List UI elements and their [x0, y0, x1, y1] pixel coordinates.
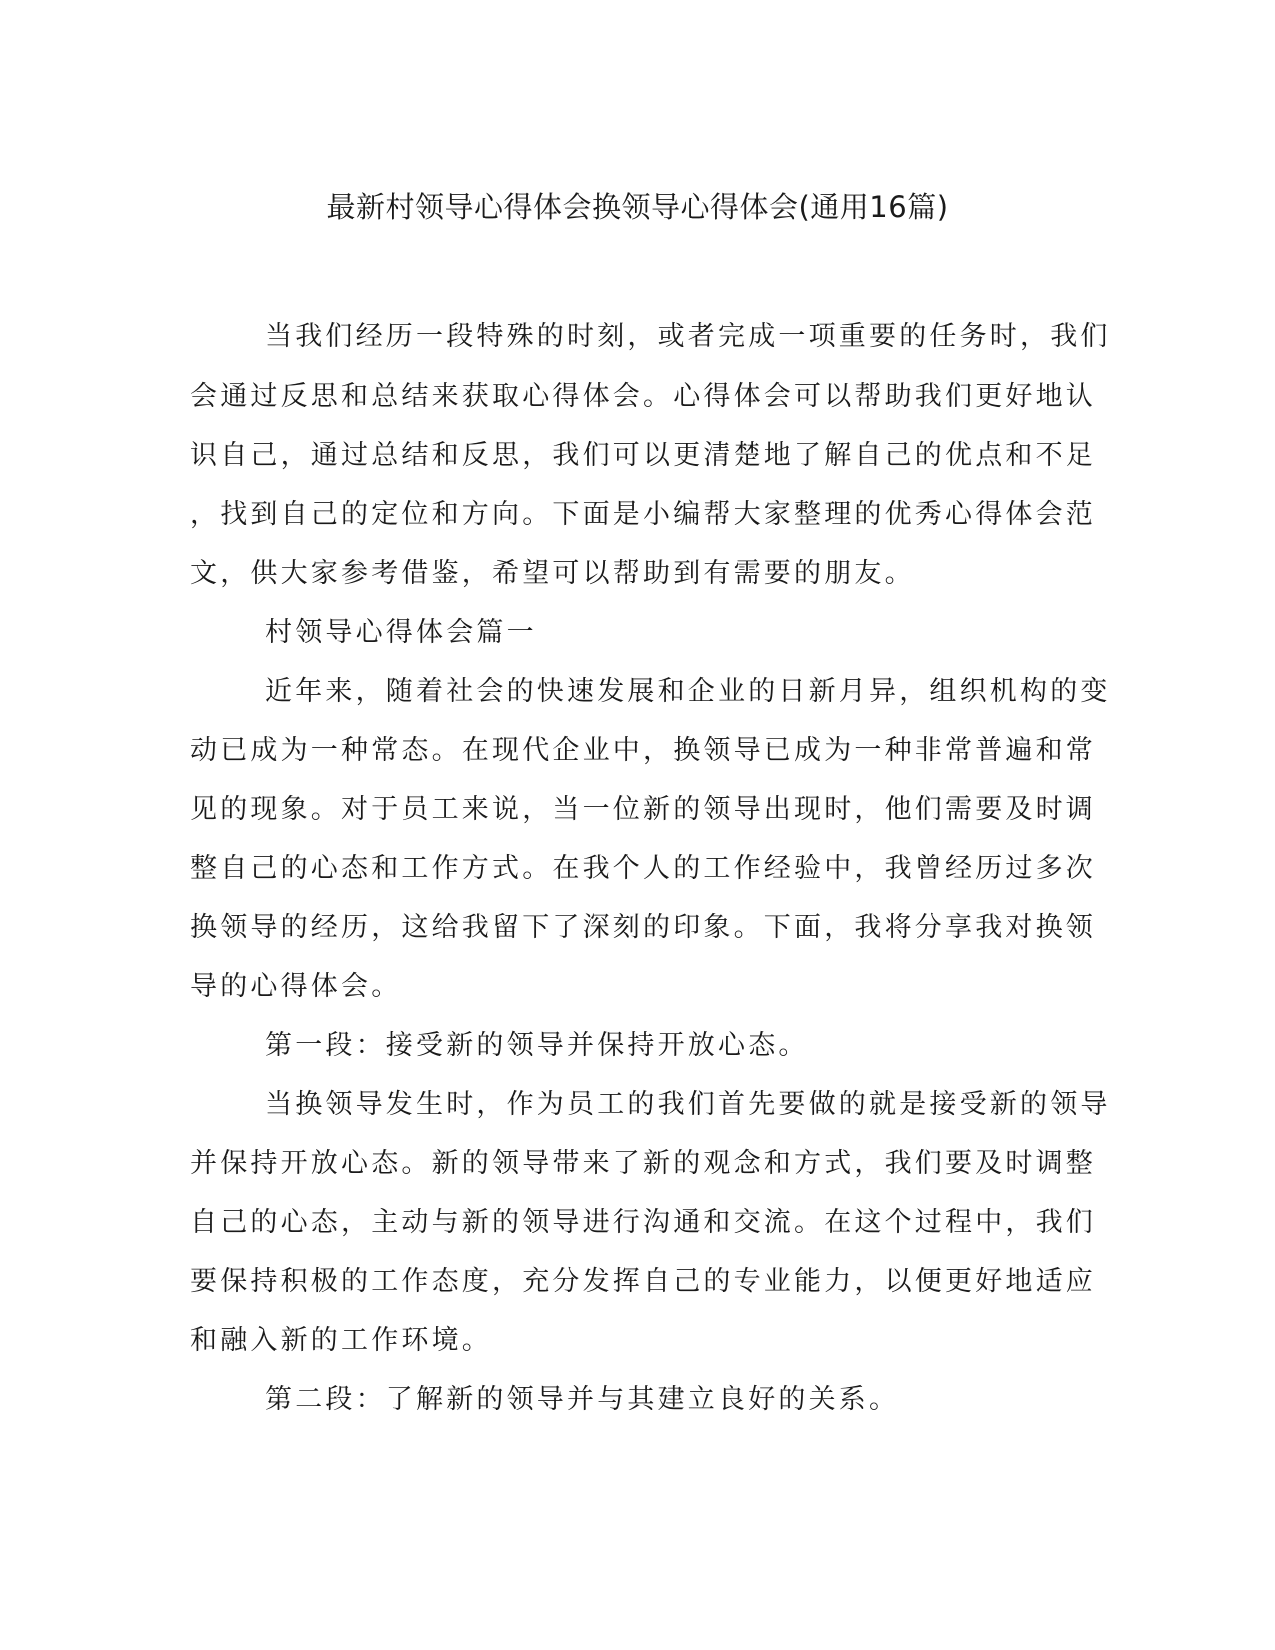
paragraph-line: 并保持开放心态。新的领导带来了新的观念和方式，我们要及时调整	[190, 1148, 1096, 1179]
document-title: 最新村领导心得体会换领导心得体会(通用16篇)	[326, 190, 949, 224]
paragraph-line: 会通过反思和总结来获取心得体会。心得体会可以帮助我们更好地认	[190, 381, 1096, 412]
paragraph-line: 识自己，通过总结和反思，我们可以更清楚地了解自己的优点和不足	[190, 440, 1096, 471]
sub-heading: 第一段：接受新的领导并保持开放心态。	[265, 1030, 809, 1061]
paragraph-line: 当我们经历一段特殊的时刻，或者完成一项重要的任务时，我们	[265, 321, 1111, 352]
paragraph-line: 要保持积极的工作态度，充分发挥自己的专业能力，以便更好地适应	[190, 1266, 1096, 1297]
paragraph-line: 自己的心态，主动与新的领导进行沟通和交流。在这个过程中，我们	[190, 1207, 1096, 1238]
paragraph-line: 当换领导发生时，作为员工的我们首先要做的就是接受新的领导	[265, 1089, 1111, 1120]
paragraph-line: 整自己的心态和工作方式。在我个人的工作经验中，我曾经历过多次	[190, 853, 1096, 884]
paragraph-line: 近年来，随着社会的快速发展和企业的日新月异，组织机构的变	[265, 676, 1111, 707]
section-heading: 村领导心得体会篇一	[265, 617, 537, 648]
paragraph-line: 换领导的经历，这给我留下了深刻的印象。下面，我将分享我对换领	[190, 912, 1096, 943]
paragraph-line: ，找到自己的定位和方向。下面是小编帮大家整理的优秀心得体会范	[190, 499, 1096, 530]
sub-heading: 第二段：了解新的领导并与其建立良好的关系。	[265, 1384, 900, 1415]
paragraph-line: 动已成为一种常态。在现代企业中，换领导已成为一种非常普遍和常	[190, 735, 1096, 766]
paragraph-line: 见的现象。对于员工来说，当一位新的领导出现时，他们需要及时调	[190, 794, 1096, 825]
paragraph-line: 导的心得体会。	[190, 971, 402, 1002]
paragraph-line: 文，供大家参考借鉴，希望可以帮助到有需要的朋友。	[190, 558, 915, 589]
paragraph-line: 和融入新的工作环境。	[190, 1325, 492, 1356]
